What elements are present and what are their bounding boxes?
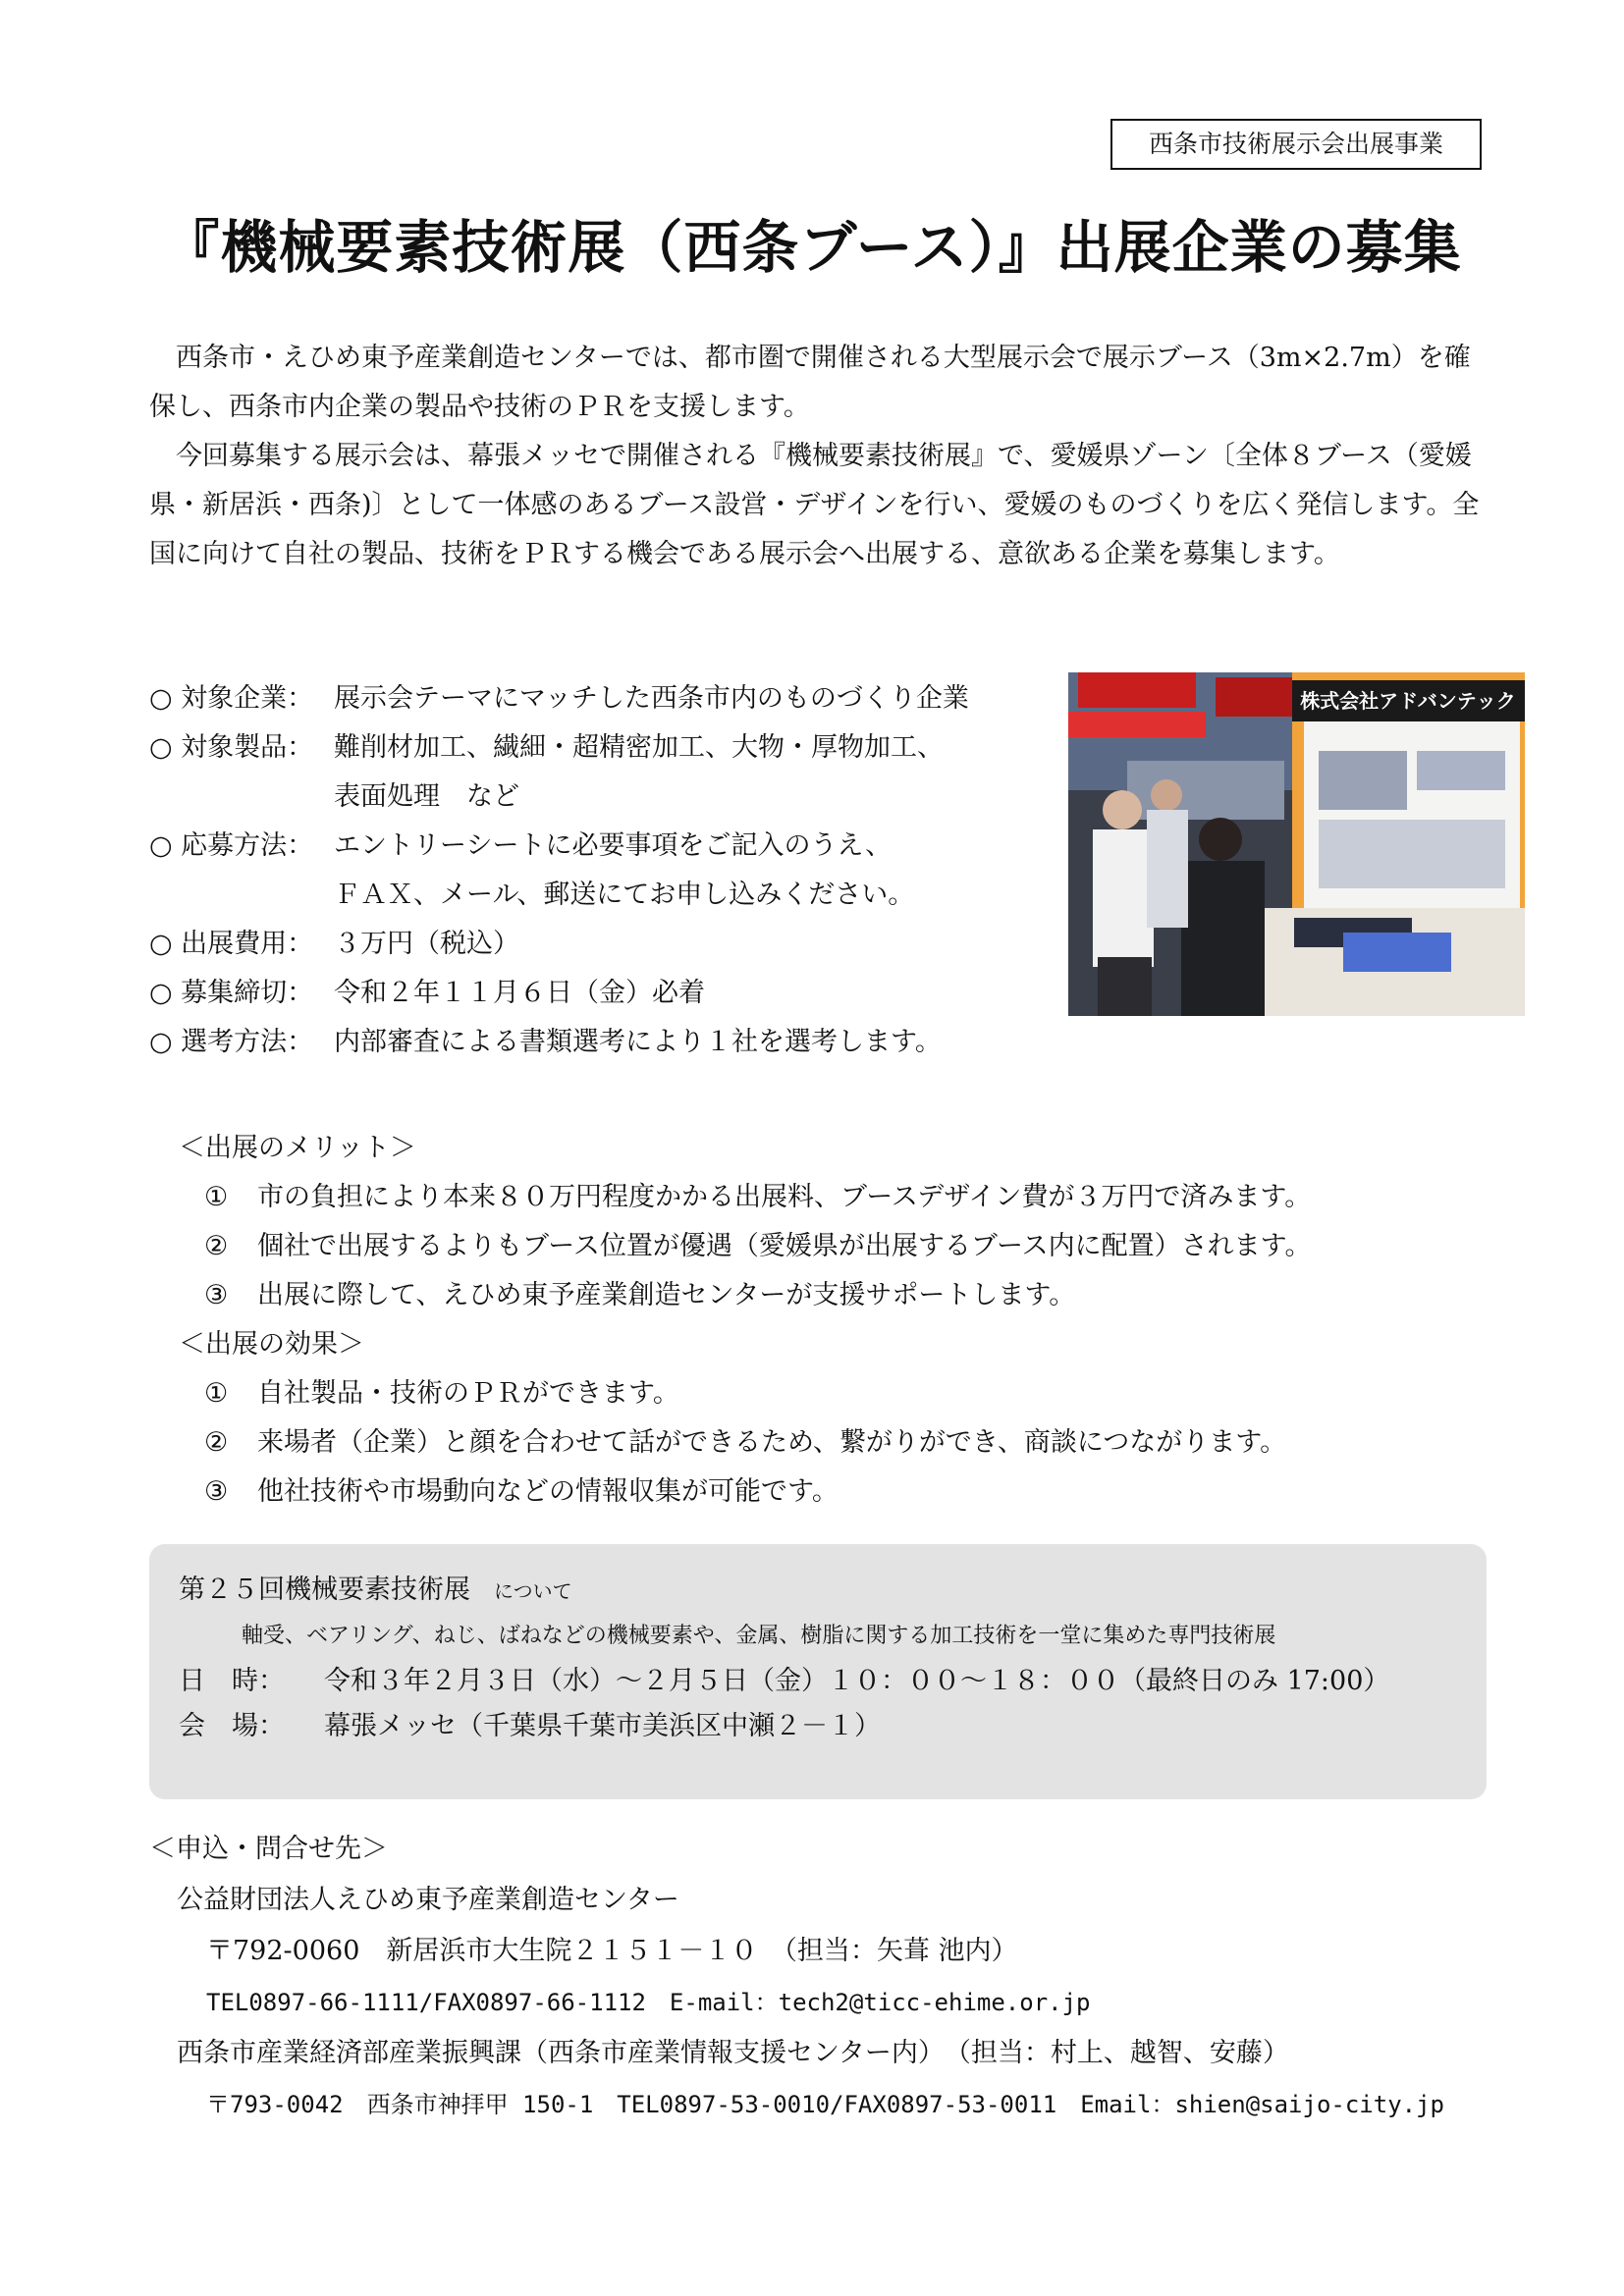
detail-selection [149,1018,1053,1067]
detail-label: ○ 応募方法： [149,830,314,861]
detail-application-method [149,822,1053,871]
merit-number: ① [204,1182,229,1212]
intro-text [149,334,1485,579]
merits-heading: ＜出展のメリット＞ [179,1133,416,1163]
booth-sign-text: 株式会社アドバンテック [1300,689,1516,713]
program-tag: 西条市技術展示会出展事業 [1110,119,1482,170]
contact-org-1: 公益財団法人えひめ東予産業創造センター [177,1885,679,1915]
event-venue-row [179,1704,1389,1749]
contact-section [149,1824,1504,2130]
effect-text: 来場者（企業）と顔を合わせて話ができるため、繋がりができ、商談につながります。 [257,1427,1287,1458]
detail-target-company [149,674,1053,723]
event-venue-value: 幕張メッセ（千葉県千葉市美浜区中瀬２－１） [324,1711,881,1741]
effects-heading: ＜出展の効果＞ [179,1329,364,1360]
effect-item [179,1468,1485,1517]
event-date-value: 令和３年２月３日（水）～２月５日（金）１０：００～１８：００（最終日のみ 17:00） [324,1666,1390,1696]
merit-number: ③ [204,1280,229,1310]
merit-number: ② [204,1231,229,1261]
detail-fee [149,920,1053,969]
detail-target-product [149,723,1053,773]
detail-value: エントリーシートに必要事項をご記入のうえ、 [334,830,893,861]
contact-org-1-address: 〒792-0060 新居浜市大生院２１５１－１０ （担当：矢葺 池内） [206,1936,1018,1966]
event-venue-label: 会 場： [179,1711,285,1741]
event-description: 軸受、ベアリング、ねじ、ばねなどの機械要素や、金属、樹脂に関する加工技術を一堂に集めた専門技術展 [242,1624,1276,1648]
effect-number: ① [204,1378,229,1409]
contact-heading: ＜申込・問合せ先＞ [149,1834,388,1864]
recruitment-details [149,674,1053,1067]
event-info-box [149,1544,1487,1799]
merit-text: 市の負担により本来８０万円程度かかる出展料、ブースデザイン費が３万円で済みます。 [257,1182,1312,1212]
detail-value: 難削材加工、繊細・超精密加工、大物・厚物加工、 [334,732,944,763]
merit-item [179,1173,1485,1222]
contact-org-2: 西条市産業経済部産業振興課（西条市産業情報支援センター内） （担当：村上、越智、安藤） [177,2038,1289,2068]
exhibition-photo-illustration [1068,672,1525,1016]
effect-number: ② [204,1427,229,1458]
merit-item [179,1271,1485,1320]
detail-value: ３万円（税込） [334,929,519,959]
exhibition-photo [1068,672,1525,1016]
detail-continuation: 表面処理 など [334,781,519,812]
contact-org-2-details: 〒793-0042 西条市神拝甲 150-1 TEL0897-53-0010/FAX0897-53-0011 Email：shien@saijo-city.jp [206,2091,1444,2118]
detail-value: 展示会テーマにマッチした西条市内のものづくり企業 [334,683,969,714]
event-date-label: 日 時： [179,1666,285,1696]
intro-paragraph-1: 西条市・えひめ東予産業創造センターでは、都市圏で開催される大型展示会で展示ブース（3m×2.7m）を確保し、西条市内企業の製品や技術のＰＲを支援します。 [149,343,1471,422]
detail-label: ○ 対象製品： [149,732,314,763]
effect-item [179,1369,1485,1418]
page-title: 『機械要素技術展（西条ブース）』出展企業の募集 [162,214,1462,281]
detail-label: ○ 対象企業： [149,683,314,714]
merit-item [179,1222,1485,1271]
effect-item [179,1418,1485,1468]
detail-label: ○ 選考方法： [149,1027,314,1057]
detail-label: ○ 募集締切： [149,978,314,1008]
detail-continuation: ＦＡＸ、メール、郵送にてお申し込みください。 [334,880,915,910]
effect-number: ③ [204,1476,229,1507]
merits-effects-section [179,1124,1485,1517]
effect-text: 他社技術や市場動向などの情報収集が可能です。 [257,1476,839,1507]
merit-text: 個社で出展するよりもブース位置が優遇（愛媛県が出展するブース内に配置）されます。 [257,1231,1312,1261]
event-date-row [179,1659,1389,1704]
contact-org-1-tel-email: TEL0897-66-1111/FAX0897-66-1112 E-mail：tech2@ticc-ehime.or.jp [206,1989,1091,2016]
event-about: について [494,1579,572,1603]
effect-text: 自社製品・技術のＰＲができます。 [257,1378,679,1409]
detail-deadline [149,969,1053,1018]
detail-value: 内部審査による書類選考により１社を選考します。 [334,1027,942,1057]
detail-value: 令和２年１１月６日（金）必着 [334,978,705,1008]
detail-label: ○ 出展費用： [149,929,314,959]
event-title-line [179,1568,1389,1614]
merit-text: 出展に際して、えひめ東予産業創造センターが支援サポートします。 [257,1280,1076,1310]
intro-paragraph-2: 今回募集する展示会は、幕張メッセで開催される『機械要素技術展』で、愛媛県ゾーン〔全体８ブース（愛媛県・新居浜・西条)〕として一体感のあるブース設営・デザインを行い、愛媛のものづくりを広く発信します。全国に向けて自社の製品、技術をＰＲする機会である展示会へ出展する、意欲ある企業を募集します。 [149,441,1480,569]
event-name: 第２５回機械要素技術展 [179,1575,470,1605]
